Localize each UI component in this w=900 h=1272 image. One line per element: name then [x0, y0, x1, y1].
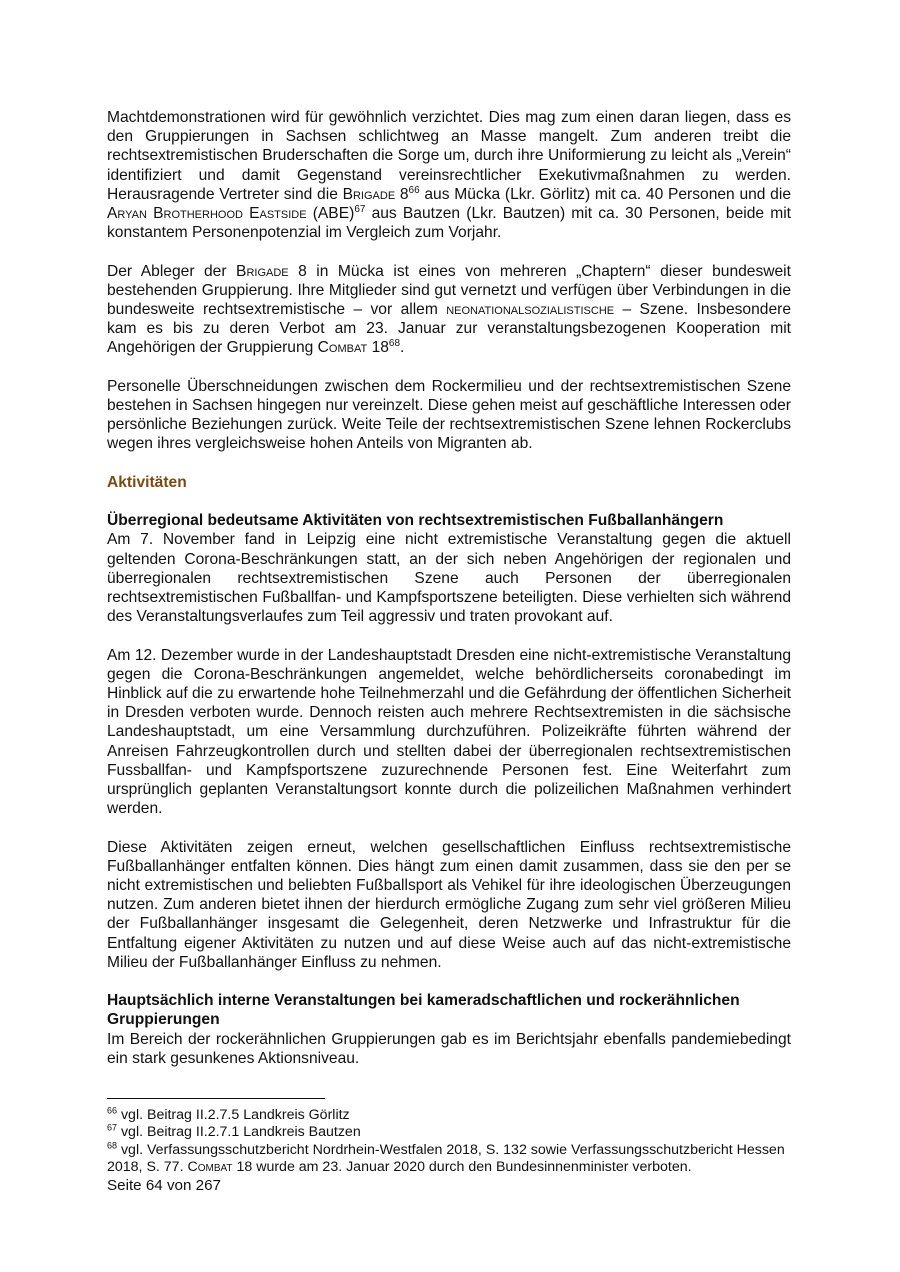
text-run: 8 in Mücka ist eines von mehreren „Chaptern“ dieser bundesweit bestehenden Gruppierung. Ihre Mitglieder sind gut vernetzt und verfügen über Verbindungen in die bundesweite rechtsextremistische – vor allem	[107, 262, 791, 319]
footnote-67	[107, 1124, 791, 1141]
footnote-text: 18 wurde am 23. Januar 2020 durch den Bundesinnenminister verboten.	[232, 1158, 692, 1175]
text-run: 18	[367, 339, 389, 357]
subheading-internal-events: Hauptsächlich interne Veranstaltungen bei kameradschaftlichen und rockerähnlichen Gruppierungen	[107, 992, 740, 1029]
text-run: Machtdemonstrationen wird für gewöhnlich verzichtet. Dies mag zum einen daran liegen, dass es den Gruppierungen in Sachsen schlichtweg an Masse mangelt. Zum anderen treibt die rechtsextremistischen Bruderschaften die Sorge um, durch ihre Uniformierung zu leicht als „Verein“ identifiziert und damit Gegenstand vereinsrechtlicher Exekutivmaßnahmen zu werden. Herausragende Vertreter sind die	[107, 109, 791, 203]
footnote-divider	[107, 1098, 325, 1099]
page-number: Seite 64 von 267	[107, 1177, 221, 1195]
text-run: (ABE)	[306, 205, 355, 223]
footnote-number: 67	[107, 1122, 118, 1133]
footnote-number: 66	[107, 1105, 118, 1116]
section-heading: Aktivitäten	[107, 473, 187, 491]
paragraph-3: Personelle Überschneidungen zwischen dem Rockermilieu und der rechtsextremistischen Szene bestehen in Sachsen hingegen nur vereinzelt. Diese gehen meist auf geschäftliche Interessen oder persönliche Beziehungen zurück. Weite Teile der rechtsextremistischen Szene lehnen Rockerclubs wegen ihres vergleichsweise hohen Anteils von Migranten ab.	[107, 377, 791, 453]
subheading-football-fans: Überregional bedeutsame Aktivitäten von rechtsextremistischen Fußballanhängern	[107, 512, 724, 530]
paragraph-5: Am 12. Dezember wurde in der Landeshauptstadt Dresden eine nicht-extremistische Veranstaltung gegen die Corona-Beschränkungen angemeldet, welche behördlicherseits coronabedingt im Hinblick auf die zu erwartende hohe Teilnehmerzahl und die Gefährdung der öffentlichen Sicherheit in Dresden verboten wurde. Dennoch reisten auch mehrere Rechtsextremisten in die sächsische Landeshauptstadt, um eine Versammlung durchzuführen. Polizeikräfte führten während der Anreisen Fahrzeugkontrollen durch und stellten dabei der überregionalen rechtsextremistischen Fussballfan- und Kampfsportszene zuzurechnende Personen fest. Eine Weiterfahrt zum ursprünglich geplanten Veranstaltungsort konnte durch die polizeilichen Maßnahmen verhindert werden.	[107, 646, 791, 818]
paragraph-6: Diese Aktivitäten zeigen erneut, welchen gesellschaftlichen Einfluss rechtsextremistische Fußballanhänger entfalten können. Dies hängt zum einen damit zusammen, dass sie den per se nicht extremistischen und beliebten Fußballsport als Vehikel für ihre ideologischen Überzeugungen nutzen. Zum anderen bietet ihnen der hierdurch ermögliche Zugang zum sehr viel größeren Milieu der Fußballanhänger insgesamt die Gelegenheit, deren Netzwerke und Infrastruktur für die Entfaltung eigener Aktivitäten zu nutzen und auf diese Weise auch auf das nicht-extremistische Milieu der Fußballanhänger Einfluss zu nehmen.	[107, 838, 791, 971]
text-run: .	[400, 339, 405, 357]
footnote-text: vgl. Verfassungsschutzbericht Nordrhein-Westfalen 2018, S. 132 sowie Verfassungsschutzbericht Hessen 2018, S. 77.	[107, 1141, 785, 1175]
org-name-abe: Aryan Brotherhood Eastside	[107, 205, 307, 223]
footnote-text: vgl. Beitrag II.2.7.1 Landkreis Bautzen	[117, 1124, 361, 1141]
footnote-text: vgl. Beitrag II.2.7.5 Landkreis Görlitz	[117, 1107, 350, 1123]
text-run: aus Bautzen (Lkr. Bautzen) mit ca. 30 Personen, beide mit konstantem Personenpotenzial im Vergleich zum Vorjahr.	[107, 205, 791, 242]
paragraph-1	[107, 108, 791, 242]
org-name-brigade: Brigade	[236, 262, 289, 280]
text-run: 8	[395, 185, 409, 203]
body-text	[107, 108, 791, 1087]
text-run: – Szene. Insbesondere kam es bis zu deren Verbot am 23. Januar zur veranstaltungsbezogenen Kooperation mit Angehörigen der Gruppierung	[107, 301, 791, 357]
text-run: aus Mücka (Lkr. Görlitz) mit ca. 40 Personen und die	[419, 185, 791, 203]
footnotes	[107, 1098, 791, 1195]
footnote-68	[107, 1139, 791, 1177]
footnote-ref-68[interactable]: 68	[388, 338, 401, 350]
org-name-combat: Combat	[187, 1158, 233, 1175]
footnote-number: 68	[107, 1139, 118, 1150]
footnote-ref-67[interactable]: 67	[354, 203, 366, 215]
term-neonationalsozialistische: neonationalsozialistische	[446, 301, 615, 319]
paragraph-4: Am 7. November fand in Leipzig eine nicht extremistische Veranstaltung gegen die aktuell geltenden Corona-Beschränkungen statt, an der sich neben Angehörigen der regionalen und überregionalen rechtsextremistischen Szene auch Personen der überregionalen rechtsextremistischen Fußballfan- und Kampfsportszene beteiligten. Diese verhielten sich während des Veranstaltungsverlaufes zum Teil aggressiv und traten provokant auf.	[107, 531, 791, 626]
text-run: Der Ableger der	[107, 262, 237, 280]
footnote-ref-66[interactable]: 66	[408, 184, 420, 196]
org-name-combat: Combat	[317, 339, 368, 357]
paragraph-2	[107, 262, 791, 358]
paragraph-7: Im Bereich der rockerähnlichen Gruppierungen gab es im Berichtsjahr ebenfalls pandemiebedingt ein stark gesunkenes Aktionsniveau.	[107, 1030, 791, 1067]
org-name-brigade: Brigade	[342, 185, 396, 203]
footnote-66	[107, 1107, 791, 1124]
